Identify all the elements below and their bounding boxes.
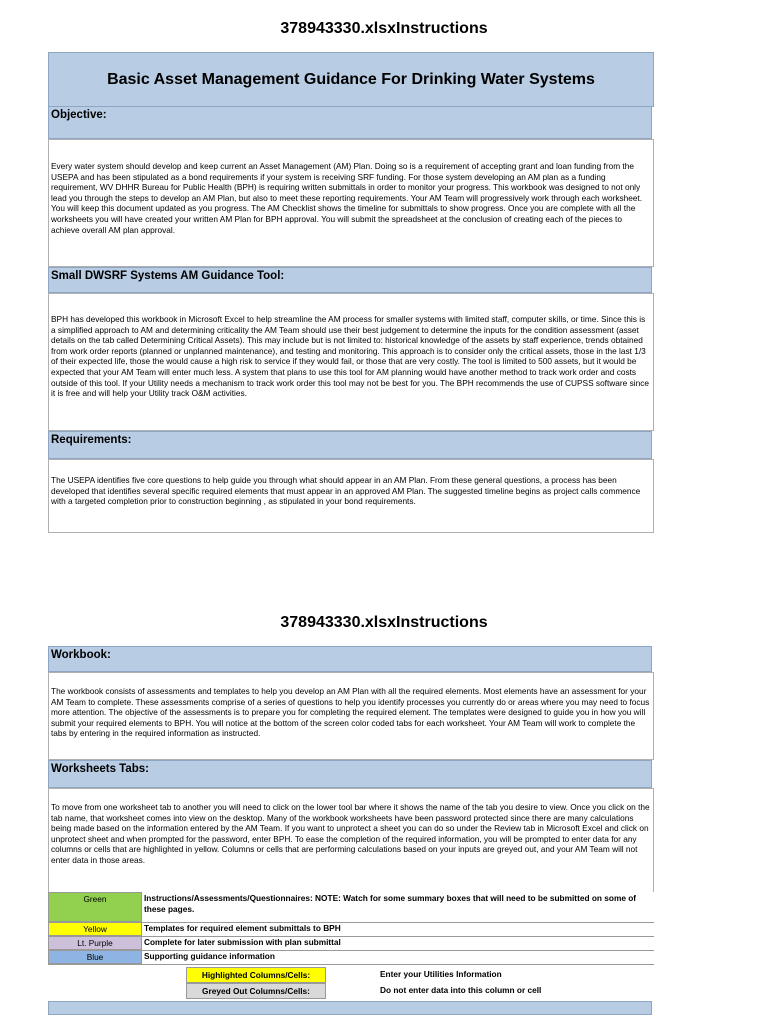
tool-text: BPH has developed this workbook in Microsoft Excel to help streamline the AM process for smaller systems with limited staff, computer skills, or time. Since this is a simplified approach to AM and determining criticality the AM Team should use their best judgement to determine the inputs for the condition assessment (asset details on the tab called Determining Critical Assets). This may include but is not limited to: historical knowledge of the assets by staff experience, trends obtained from work order reports (planned or unplanned maintenance), and testing and monitoring. This approach is to consider only the critical assets, those in the last 1/3 of their expected life, those the would cause a high risk to service if they would fail, or those that are very costly. The tool is limited to 500 assets, but it would be expected that your AM Team will enter much less. A system that plans to use this tool for AM planning would have another method to track work order and costs outside of this tool. If your Utility needs a mechanism to track work order this tool may not be best for you. The BPH recommends the use of CUPSS software since it is free and will help your Utility track O&M activities. [51, 314, 649, 399]
legend-row-yellow [48, 922, 654, 937]
highlighted-cells-key: Highlighted Columns/Cells: [186, 967, 326, 983]
requirements-heading: Requirements: [48, 431, 652, 459]
yellow-description: Templates for required element submittals to BPH [144, 923, 341, 933]
page-header: 378943330.xlsxInstructions [280, 20, 488, 37]
green-description: Instructions/Assessments/Questionnaires: NOTE: Watch for some summary boxes that will need to be submitted on some of these pages. [144, 893, 637, 914]
workbook-body [48, 672, 654, 760]
greyed-cells-description: Do not enter data into this column or cell [380, 985, 542, 995]
requirements-text: The USEPA identifies five core questions to help guide you through what should appear in an AM Plan. From these general questions, a process has been developed that identifies several specific required elements that must appear in an approved AM Plan. The suggested timeline begins as project calls commence with a targeted completion prior to construction beginning , as stipulated in your bond requirements. [51, 475, 641, 507]
yellow-swatch: Yellow [48, 922, 142, 936]
objective-heading: Objective: [48, 106, 652, 139]
green-swatch: Green [48, 892, 142, 922]
legend-row-blue [48, 950, 654, 965]
footer-band [48, 1001, 652, 1015]
tool-body [48, 293, 654, 431]
workbook-text: The workbook consists of assessments and templates to help you develop an AM Plan with all the required elements. Most elements have an assessment for your AM Team to complete. These assessments comprise of a series of questions to help you identify processes you currently do or areas where you may need to focus more attention. The objective of the assessments is to prepare you for completing the required element. The templates were designed to guide you in how you will submit your required elements to BPH. You will notice at the bottom of the screen color coded tabs for each worksheet. Your AM Team will work to complete the tabs by entering in the required information as instructed. [51, 686, 650, 739]
page-header-2: 378943330.xlsxInstructions [280, 614, 488, 631]
greyed-cells-key: Greyed Out Columns/Cells: [186, 983, 326, 999]
color-legend [48, 892, 654, 1000]
legend-row-green [48, 892, 654, 923]
tabs-heading: Worksheets Tabs: [48, 760, 652, 788]
tabs-body [48, 788, 654, 892]
blue-swatch: Blue [48, 950, 142, 964]
highlighted-cells-description: Enter your Utilities Information [380, 969, 502, 979]
legend-row-purple [48, 936, 654, 951]
requirements-body [48, 459, 654, 533]
blue-description: Supporting guidance information [144, 951, 275, 961]
purple-description: Complete for later submission with plan submittal [144, 937, 341, 947]
objective-text: Every water system should develop and keep current an Asset Management (AM) Plan. Doing so is a requirement of accepting grant and loan funding from the USEPA and has been stipulated as a bond requirements if your system is receiving SRF funding. For those system developing an AM plan as a funding requirement, WV DHHR Bureau for Public Health (BPH) is requiring written submittals in order to monitor your progress. This workbook was designed to not only lead you through the steps to develop an AM Plan, but also to meet these reporting requirements. Your AM Team will progressively work through each worksheet. You will keep this document updated as you progress. The AM Checklist shows the timeline for submittals to show progress. Once you are complete with all the worksheets you will have created your written AM Plan for BPH approval. You will submit the spreadsheet at the conclusion of creating each of the pieces to achieve overall AM plan approval. [51, 161, 643, 235]
tabs-text: To move from one worksheet tab to another you will need to click on the lower tool bar where it shows the name of the tab you desire to view. Once you click on the tab name, that worksheet comes into view on the desktop. Many of the workbook worksheets have been password protected since there are many calculations being made based on the information entered by the AM Team. If you want to unprotect a sheet you can do so under the Review tab in Microsoft Excel and click on unprotect sheet and when prompted for the password, enter BPH. To ease the completion of the required information, you will be prompted to enter data for any columns or cells that are highlighted in yellow. Columns or cells that are performing calculations based on your inputs are greyed out, and your AM Team will not enter data in those areas. [51, 802, 650, 865]
lt-purple-swatch: Lt. Purple [48, 936, 142, 950]
objective-body [48, 139, 654, 267]
workbook-heading: Workbook: [48, 646, 652, 672]
document-title: Basic Asset Management Guidance For Drinking Water Systems [48, 52, 654, 107]
tool-heading: Small DWSRF Systems AM Guidance Tool: [48, 267, 652, 293]
